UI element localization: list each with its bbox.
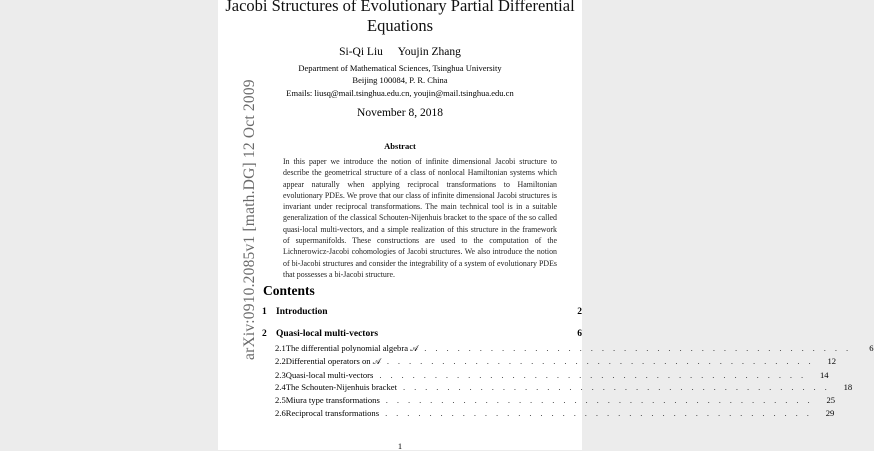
arxiv-stamp-text: arXiv:0910.2085v1 [math.DG] 12 Oct 2009 [241, 79, 258, 360]
toc-subsection-row[interactable] [262, 343, 874, 354]
toc-subsection-number: 2.5 [275, 395, 286, 405]
author-name: Si-Qi Liu [339, 46, 383, 58]
toc-subsection-number: 2.6 [275, 408, 286, 418]
affiliation-line: Beijing 100084, P. R. China [352, 75, 448, 85]
toc-page-number: 6 [869, 343, 874, 353]
abstract-heading: Abstract [384, 141, 416, 151]
toc-section-title: Introduction [276, 307, 328, 317]
toc-subsection-title: Reciprocal transformations [285, 408, 380, 418]
toc-subsection-row[interactable] [262, 356, 837, 367]
toc-dot-leader: . . . . . . . . . . . . . . . . . . . . . . . . . . . . . . . . . . . . . . . [385, 408, 813, 418]
toc-dot-leader: . . . . . . . . . . . . . . . . . . . . . . . . . . . . . . . . . . . . . . . [402, 382, 831, 392]
toc-subsection-title: Miura type transformations [285, 395, 380, 405]
toc-page-number: 29 [825, 408, 835, 418]
paper-title: Jacobi Structures of Evolutionary Partial Differential Equations [225, 0, 575, 35]
paper-date: November 8, 2018 [357, 107, 443, 119]
toc-subsection-title: The Schouten-Nijenhuis bracket [285, 382, 397, 392]
toc-subsection-row[interactable] [262, 395, 836, 405]
toc-subsection-number: 2.1 [275, 343, 286, 353]
toc-page-number: 14 [819, 370, 829, 380]
toc-subsection-number: 2.4 [275, 382, 286, 392]
toc-section-row[interactable] [262, 329, 582, 339]
toc-subsection-number: 2.2 [275, 356, 286, 366]
toc-subsection-row[interactable] [262, 408, 835, 418]
page-number: 1 [397, 441, 403, 451]
toc-section-title: Quasi-local multi-vectors [276, 329, 379, 339]
toc-subsection-title: The differential polynomial algebra 𝒜 [285, 343, 419, 353]
toc-page-number: 2 [577, 307, 582, 317]
author-name: Youjin Zhang [397, 46, 461, 58]
toc-dot-leader: . . . . . . . . . . . . . . . . . . . . . . . . . . . . . . . . . . . . . . . [379, 370, 807, 380]
toc-subsection-number: 2.3 [275, 370, 286, 380]
toc-subsection-title: Differential operators on 𝒜 [285, 356, 381, 366]
toc-dot-leader: . . . . . . . . . . . . . . . . . . . . . . . . . . . . . . . . . . . . . . . [386, 356, 815, 366]
toc-subsection-title: Quasi-local multi-vectors [285, 370, 374, 380]
contents-heading: Contents [263, 283, 315, 298]
toc-dot-leader: . . . . . . . . . . . . . . . . . . . . . . . . . . . . . . . . . . . . . . . [385, 395, 814, 405]
affiliation-line: Department of Mathematical Sciences, Tsinghua University [298, 63, 502, 73]
toc-section-number: 1 [262, 307, 267, 317]
toc-page-number: 6 [577, 329, 582, 339]
toc-subsection-row[interactable] [262, 382, 853, 392]
toc-subsection-row[interactable] [262, 370, 829, 380]
author-list [218, 46, 582, 58]
toc-dot-leader: . . . . . . . . . . . . . . . . . . . . . . . . . . . . . . . . . . . . . . . [424, 343, 852, 353]
email-line: Emails: liusq@mail.tsinghua.edu.cn, youjin@mail.tsinghua.edu.cn [286, 88, 514, 98]
abstract-text: In this paper we introduce the notion of infinite dimensional Jacobi structure to describe the geometrical structure of a class of nonlocal Hamiltonian systems which appear naturally when applying reciprocal transformations to Hamiltonian evolutionary PDEs. We prove that our class of infinite dimensional Jacobi structures is invariant under reciprocal transformations. The main technical tool is in a suitable generalization of the classical Schouten-Nijenhuis bracket to the space of the so called quasi-local multi-vectors, and a simple realization of this structure in the framework of supermanifolds. These constructions are used to the computation of the Lichnerowicz-Jacobi cohomologies of Jacobi structures. We also introduce the notion of bi-Jacobi structures and consider the integrability of a system of evolutionary PDEs that possesses a bi-Jacobi structure. [283, 157, 557, 279]
toc-page-number: 18 [843, 382, 853, 392]
toc-page-number: 25 [826, 395, 836, 405]
toc-section-row[interactable] [262, 307, 582, 317]
toc-page-number: 12 [827, 356, 837, 366]
toc-section-number: 2 [262, 329, 267, 339]
